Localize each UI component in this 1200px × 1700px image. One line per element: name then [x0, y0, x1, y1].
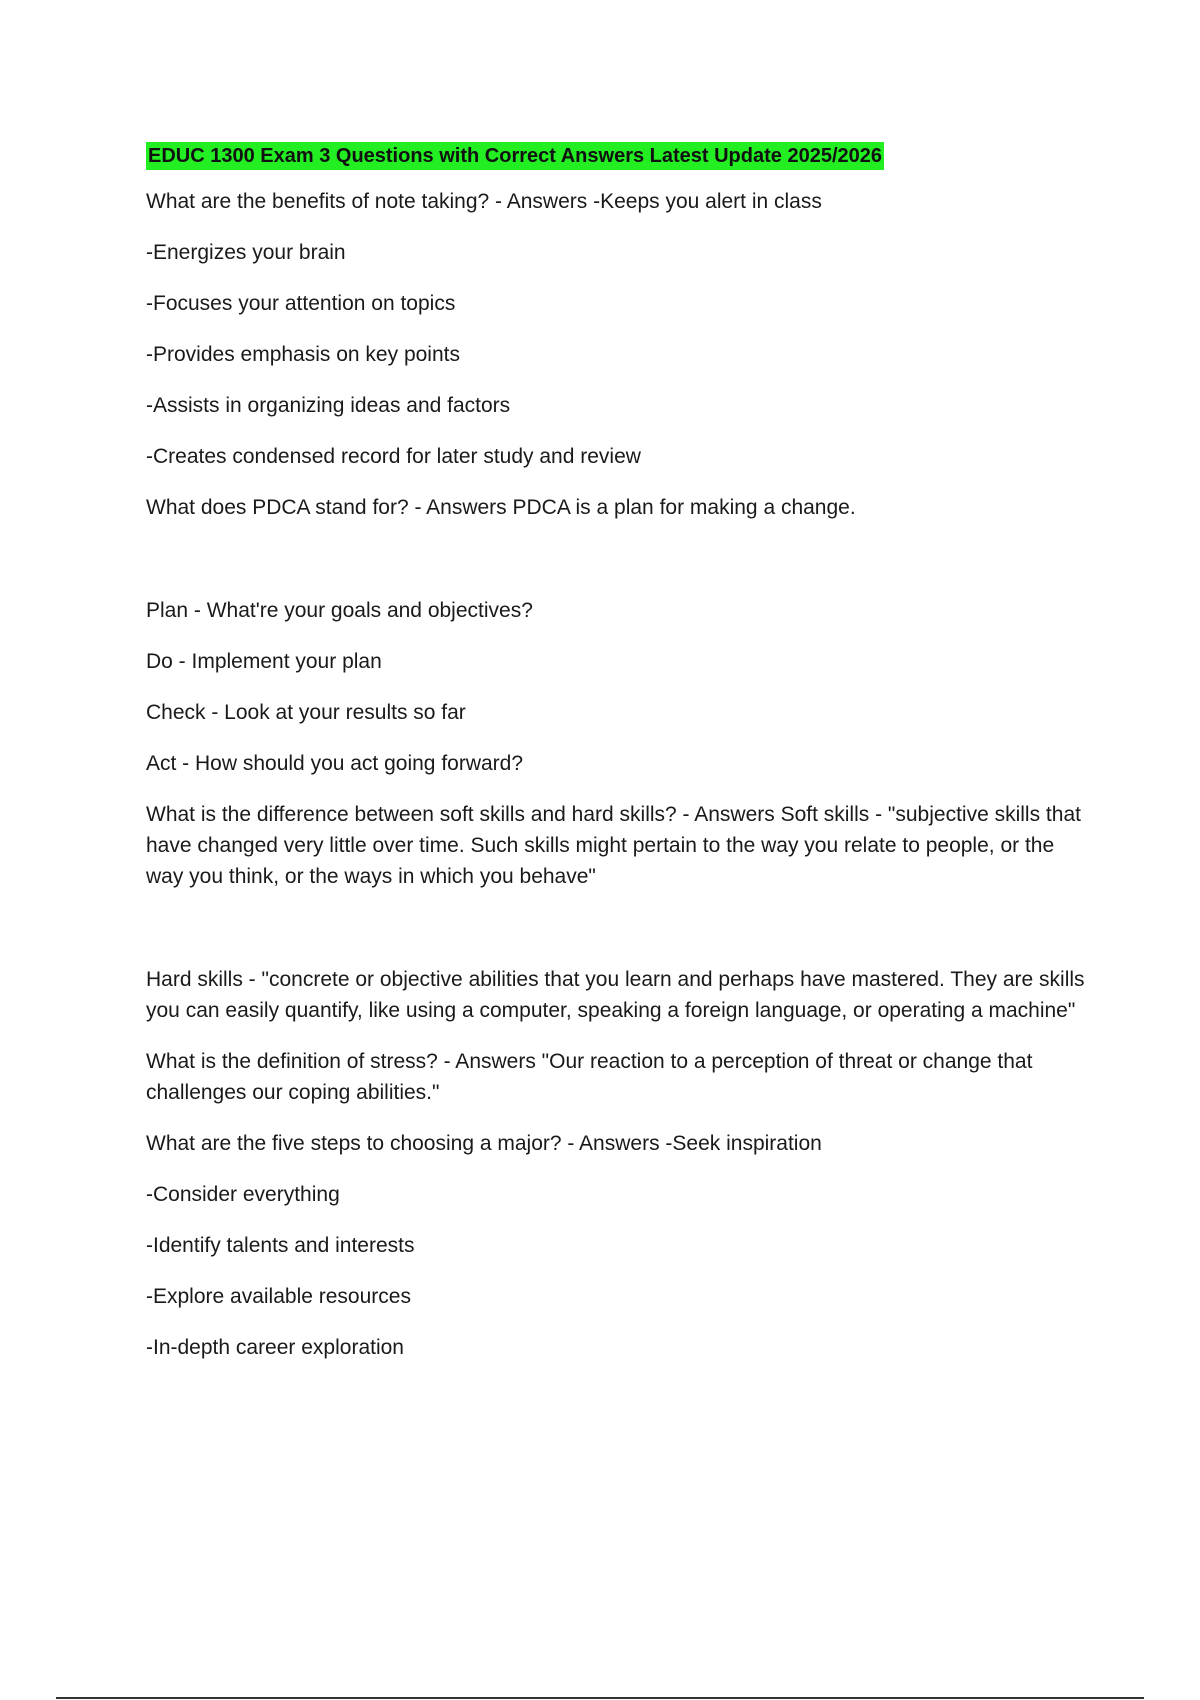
paragraph-spacer: [146, 543, 1096, 595]
answer-line: -Identify talents and interests: [146, 1234, 415, 1257]
answer-line: -Explore available resources: [146, 1285, 411, 1308]
answer-line: -Consider everything: [146, 1183, 340, 1206]
paragraph-spacer: [146, 912, 1096, 964]
answer-line: -Provides emphasis on key points: [146, 343, 460, 366]
answer-line: Act - How should you act going forward?: [146, 752, 524, 775]
question-stress: What is the definition of stress? - Answers "Our reaction to a perception of threat or change that challenges our coping abilities.": [146, 1050, 1033, 1104]
answer-line: -Focuses your attention on topics: [146, 292, 456, 315]
answer-line: -Assists in organizing ideas and factors: [146, 394, 511, 417]
question-soft-hard-skills: What is the difference between soft skills and hard skills? - Answers Soft skills - "subjective skills that have changed very little over time. Such skills might pertain to the way you relate to people, or the way you think, or the ways in which you behave": [146, 803, 1081, 888]
answer-line: -Creates condensed record for later study and review: [146, 445, 641, 468]
answer-line: Check - Look at your results so far: [146, 701, 466, 724]
page-bottom-rule: [56, 1697, 1144, 1699]
question-pdca: What does PDCA stand for? - Answers PDCA is a plan for making a change.: [146, 496, 856, 519]
answer-line: -Energizes your brain: [146, 241, 346, 264]
answer-line: -In-depth career exploration: [146, 1336, 404, 1359]
document-title: EDUC 1300 Exam 3 Questions with Correct Answers Latest Update 2025/2026: [146, 142, 884, 170]
answer-line: Do - Implement your plan: [146, 650, 382, 673]
answer-line: Plan - What're your goals and objectives?: [146, 599, 533, 622]
question-choosing-major: What are the five steps to choosing a major? - Answers -Seek inspiration: [146, 1132, 822, 1155]
answer-paragraph: Hard skills - "concrete or objective abilities that you learn and perhaps have mastered. They are skills you can easily quantify, like using a computer, speaking a foreign language, or operating a machine": [146, 968, 1085, 1022]
question-note-taking: What are the benefits of note taking? - Answers -Keeps you alert in class: [146, 190, 822, 213]
document-page: [146, 142, 1096, 1383]
